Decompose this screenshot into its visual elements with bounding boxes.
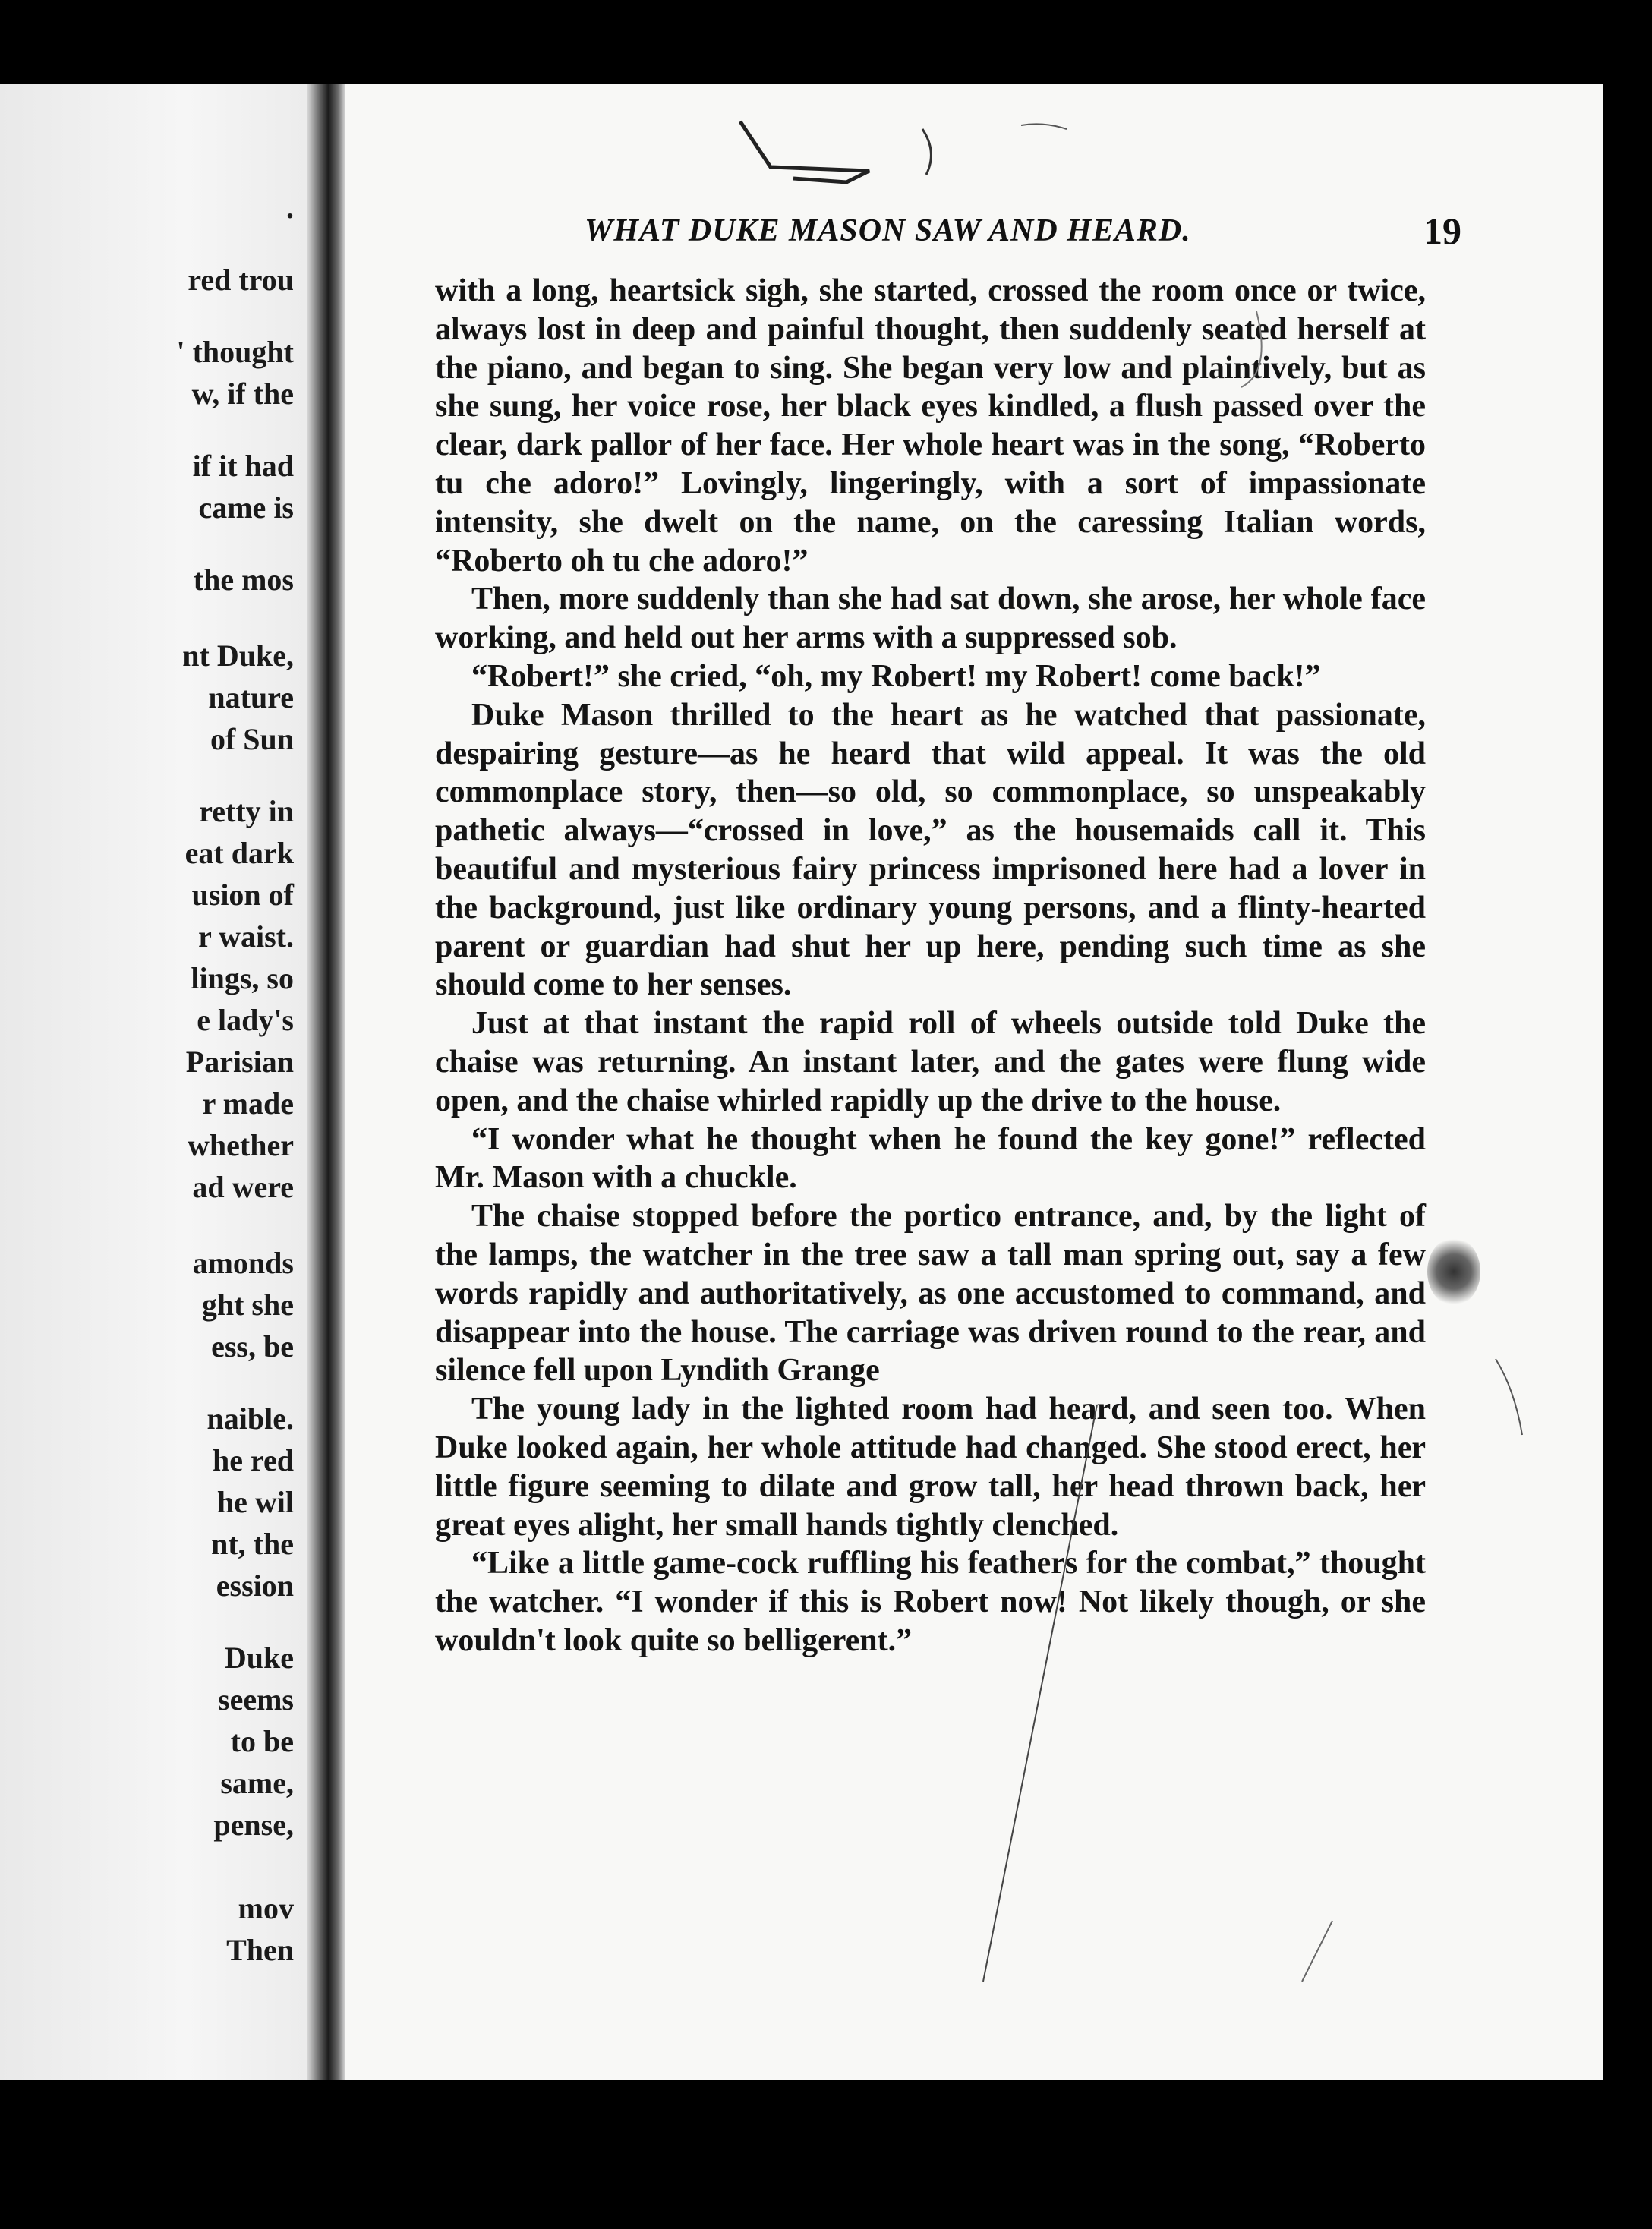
paragraph: “Like a little game-cock ruffling his feathers for the combat,” thought the watcher. “I wonder if this is Robert now! Not likely though, or she wouldn't look quite so belligerent.”: [435, 1546, 1426, 1658]
ink-stain: [1427, 1237, 1480, 1306]
paragraph: with a long, heartsick sigh, she started, crossed the room once or twice, always lost in deep and painful thought, then suddenly seated herself at the piano, and began to sing. She began very low and plaintively, but as she sung, her voice rose, her black eyes kindled, a flush passed over the clear, dark pallor of her face. Her whole heart was in the song, “Roberto tu che adoro!” Lovingly, lingeringly, with a sort of impassionate intensity, she dwelt on the name, on the caressing Italian words, “Roberto oh tu che adoro!”: [435, 273, 1426, 579]
paragraph: The chaise stopped before the portico entrance, and, by the light of the lamps, the watcher in the tree saw a tall man spring out, say a few words rapidly and authoritatively, as one accustomed to command, and disappear into the house. The carriage was driven round to the rear, and silence fell upon Lyndith Grange: [435, 1199, 1426, 1389]
left-page-line: ession: [216, 1568, 294, 1603]
scan-border-right: [1603, 0, 1652, 2229]
paragraph: The young lady in the lighted room had heard, and seen too. When Duke looked again, her whole attitude had changed. She stood erect, her little figure seeming to dilate and grow tall, her head thrown back, her great eyes alight, her small hands tightly clenched.: [435, 1392, 1426, 1543]
left-page-line: he red: [212, 1443, 294, 1477]
left-page-fragment: [0, 84, 307, 2080]
left-page-line: same,: [220, 1766, 294, 1800]
left-page-line: nature: [208, 680, 294, 714]
scan-border-bottom: [0, 2080, 1652, 2229]
book-page: [345, 84, 1603, 2080]
paragraph: Then, more suddenly than she had sat down, she arose, her whole face working, and held out her arms with a suppressed sob.: [435, 582, 1426, 656]
left-page-line: if it had: [192, 449, 294, 483]
paragraph: “I wonder what he thought when he found the key gone!” reflected Mr. Mason with a chuckle.: [435, 1121, 1426, 1196]
left-page-line: Parisian: [185, 1045, 294, 1079]
left-page-line: .: [286, 191, 294, 225]
left-page-line: naible.: [206, 1401, 294, 1436]
left-page-line: came is: [198, 490, 294, 525]
left-page-line: amonds: [192, 1246, 294, 1280]
left-page-line: whether: [188, 1128, 294, 1162]
left-page-line: Duke: [224, 1641, 294, 1675]
paragraph: “Robert!” she cried, “oh, my Robert! my Robert! come back!”: [471, 658, 1321, 694]
left-page-line: to be: [230, 1724, 294, 1758]
left-page-line: retty in: [199, 794, 294, 828]
left-page-line: usion of: [191, 878, 294, 912]
paragraph: Just at that instant the rapid roll of wheels outside told Duke the chaise was returning. An instant later, and the gates were flung wide open, and the chaise whirled rapidly up the drive to the house.: [435, 1006, 1426, 1118]
left-page-line: pense,: [213, 1808, 294, 1842]
left-page-line: the mos: [193, 563, 294, 597]
page-body: [435, 272, 1426, 1660]
left-page-line: ess, be: [211, 1329, 294, 1364]
left-page-line: lings, so: [191, 961, 294, 995]
left-page-line: red trou: [188, 263, 294, 297]
left-page-line: w, if the: [191, 377, 294, 411]
left-page-line: he wil: [216, 1485, 294, 1519]
left-page-line: mov: [238, 1891, 294, 1925]
left-page-line: seems: [218, 1682, 294, 1717]
running-head: WHAT DUKE MASON SAW AND HEARD.: [585, 213, 1191, 248]
left-page-line: nt, the: [211, 1527, 294, 1561]
left-page-line: eat dark: [184, 836, 294, 870]
scan-border-top: [0, 0, 1652, 91]
left-page-line: ad were: [192, 1170, 294, 1204]
left-page-line: of Sun: [210, 722, 294, 756]
paragraph: Duke Mason thrilled to the heart as he watched that passionate, despairing gesture—as he heard that wild appeal. It was the old commonplace story, then—so old, so commonplace, so unspeakably pathetic always—“crossed in love,” as the housemaids call it. This beautiful and mysterious fairy princess imprisoned here had a lover in the background, just like ordinary young persons, and a flinty-hearted parent or guardian had shut her up here, pending such time as she should come to her senses.: [435, 697, 1426, 1003]
left-page-line: Then: [226, 1933, 294, 1967]
left-page-line: e lady's: [197, 1003, 294, 1037]
left-page-line: nt Duke,: [182, 638, 294, 673]
book-gutter: [307, 84, 345, 2080]
left-page-line: ght she: [201, 1288, 294, 1322]
left-page-line: r made: [202, 1086, 294, 1121]
page-number: 19: [1423, 210, 1461, 252]
left-page-line: ' thought: [176, 335, 294, 369]
left-page-line: r waist.: [198, 919, 294, 954]
